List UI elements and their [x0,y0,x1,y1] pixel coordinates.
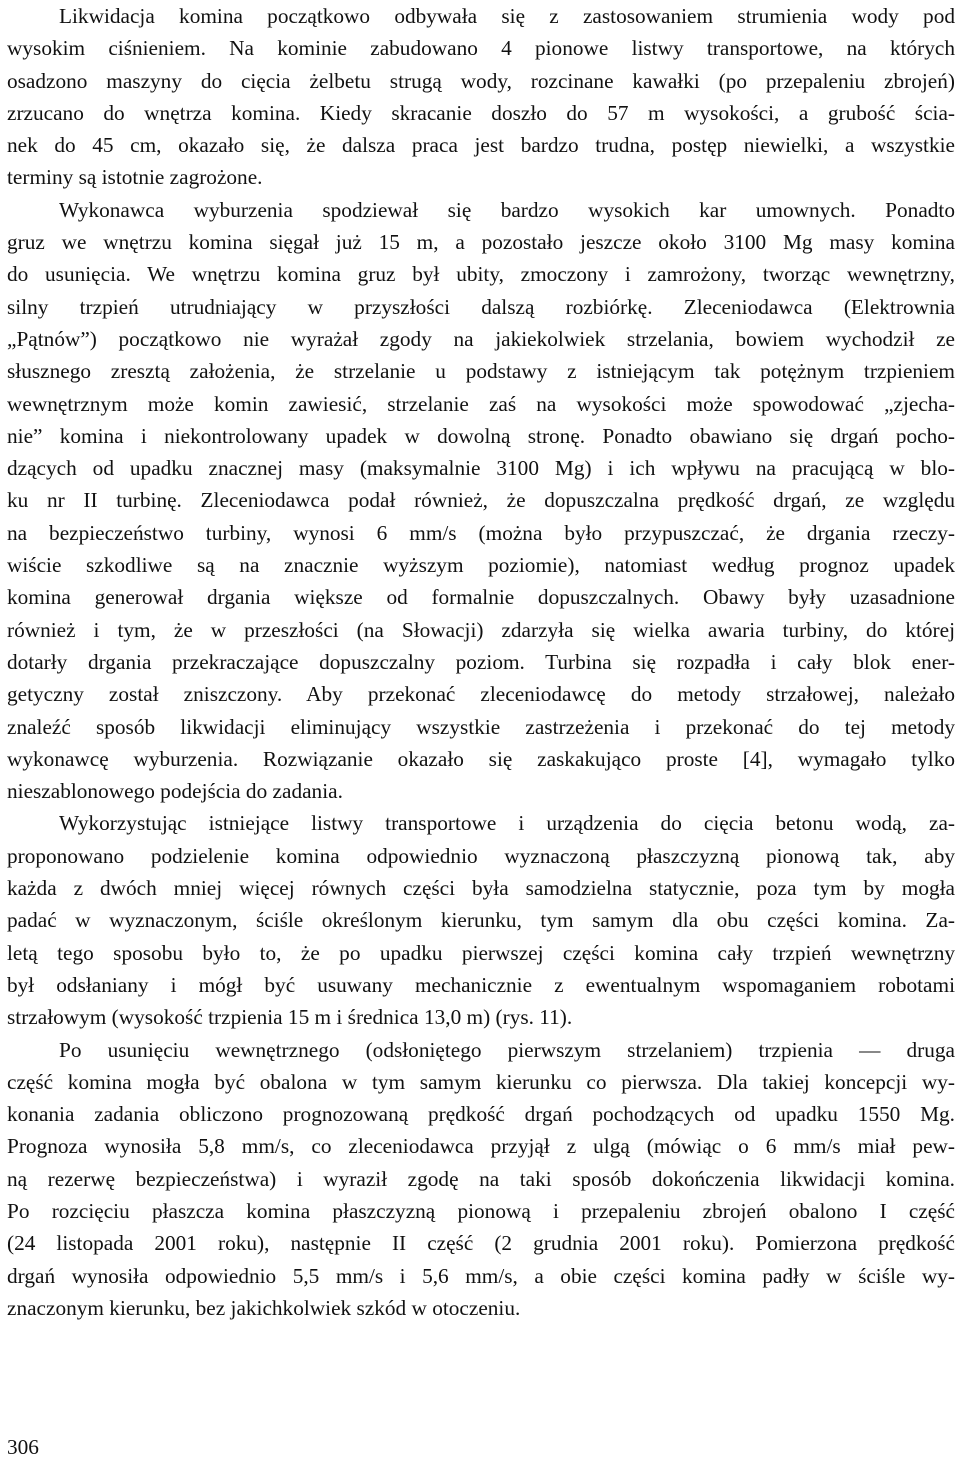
text-line: terminy są istotnie zagrożone. [7,165,263,190]
text-line: Prognoza wynosiła 5,8 mm/s, co zleceniodawca przyjął z ulgą (mówiąc o 6 mm/s miał pew- [7,1134,955,1159]
paragraph-4 [7,1034,955,1325]
text-line: część komina mogła być obalona w tym samym kierunku co pierwsza. Dla takiej koncepcji wy- [7,1069,955,1094]
text-line: proponowano podzielenie komina odpowiednio wyznaczoną płaszczyzną pionową tak, aby [7,843,955,868]
text-line: silny trzpień utrudniający w przyszłości dalszą rozbiórkę. Zleceniodawca (Elektrownia [7,294,955,319]
text-line: strzałowym (wysokość trzpienia 15 m i średnica 13,0 m) (rys. 11). [7,1005,573,1030]
text-line: osadzono maszyny do cięcia żelbetu strugą wody, rozcinane kawałki (po przepaleniu zbrojeń) [7,68,955,93]
text-line: Likwidacja komina początkowo odbywała się z zastosowaniem strumienia wody pod [59,4,955,28]
text-line: wewnętrznym może komin zawiesić, strzelanie zaś na wysokości może spowodować „zjecha- [7,391,955,416]
text-line: zrzucano do wnętrza komina. Kiedy skracanie doszło do 57 m wysokości, a grubość ścia- [7,100,955,125]
text-line: znaczonym kierunku, bez jakichkolwiek szkód w otoczeniu. [7,1295,521,1320]
text-line: Wykonawca wyburzenia spodziewał się bardzo wysokich kar umownych. Ponadto [59,197,955,222]
text-line: Po rozcięciu płaszcza komina płaszczyzną pionową i przepaleniu zbrojeń obalono I część [7,1198,955,1223]
text-line: również i tym, że w przeszłości (na Słowacji) zdarzyła się wielka awaria turbiny, do której [7,617,955,642]
text-line: ną rezerwę bezpieczeństwa) i wyraził zgodę na taki sposób dokończenia likwidacji komina. [7,1166,955,1191]
text-line: Po usunięciu wewnętrznego (odsłoniętego pierwszym strzelaniem) trzpienia — druga [59,1037,955,1062]
paragraph-1 [7,0,955,194]
text-line: wykonawcę wyburzenia. Rozwiązanie okazało się zaskakująco proste [4], wymagało tylko [7,746,955,771]
text-line: (24 listopada 2001 roku), następnie II część (2 grudnia 2001 roku). Pomierzona prędkość [7,1231,955,1256]
text-line: wysokim ciśnieniem. Na kominie zabudowano 4 pionowe listwy transportowe, na których [7,36,955,61]
text-line: getyczny został zniszczony. Aby przekonać zleceniodawcę do metody strzałowej, należało [7,682,955,707]
text-line: gruz we wnętrzu komina sięgał już 15 m, a pozostało jeszcze około 3100 Mg masy komina [7,230,955,255]
text-line: letą tego sposobu było to, że po upadku pierwszej części komina cały trzpień wewnętrzny [7,940,955,965]
paragraph-2 [7,194,955,808]
text-line: „Pątnów”) początkowo nie wyrażał zgody na jakiekolwiek strzelania, bowiem wychodził ze [7,326,955,351]
text-line: dzących od upadku znacznej masy (maksymalnie 3100 Mg) i ich wpływu na pracującą w blo- [7,456,955,481]
text-line: dotarły drgania przekraczające dopuszczalny poziom. Turbina się rozpadła i cały blok ener- [7,649,955,674]
page-body [7,0,955,1324]
text-line: konania zadania obliczono prognozowaną prędkość drgań pochodzących od upadku 1550 Mg. [7,1102,955,1127]
text-line: drgań wynosiła odpowiednio 5,5 mm/s i 5,6 mm/s, a obie części komina padły w ściśle wy- [7,1263,955,1288]
text-line: nek do 45 cm, okazało się, że dalsza praca jest bardzo trudna, postęp niewielki, a wszystkie [7,133,955,158]
text-line: znaleźć sposób likwidacji eliminujący wszystkie zastrzeżenia i przekonać do tej metody [7,714,955,739]
paragraph-3 [7,807,955,1033]
text-line: komina generował drgania większe od formalnie dopuszczalnych. Obawy były uzasadnione [7,585,955,610]
text-line: ku nr II turbinę. Zleceniodawca podał również, że dopuszczalna prędkość drgań, ze względu [7,488,955,513]
text-line: Wykorzystując istniejące listwy transportowe i urządzenia do cięcia betonu wodą, za- [59,811,955,836]
text-line: do usunięcia. We wnętrzu komina gruz był ubity, zmoczony i zamrożony, tworząc wewnętrzny, [7,262,955,287]
text-line: padać w wyznaczonym, ściśle określonym kierunku, tym samym dla obu części komina. Za- [7,908,955,933]
text-line: słusznego zresztą założenia, że strzelanie u podstawy z istniejącym tak potężnym trzpieniem [7,359,955,384]
text-line: był odsłaniany i mógł być usuwany mechanicznie z ewentualnym wspomaganiem robotami [7,972,955,997]
text-line: nieszablonowego podejścia do zadania. [7,779,343,804]
text-line: wiście szkodliwe są na znacznie wyższym poziomie), natomiast według prognoz upadek [7,553,955,578]
text-line: każda z dwóch mniej więcej równych części była samodzielna statycznie, poza tym by mogła [7,876,955,901]
text-line: na bezpieczeństwo turbiny, wynosi 6 mm/s (można było przypuszczać, że drgania rzeczy- [7,520,955,545]
page-number: 306 [7,1435,39,1459]
text-line: nie” komina i niekontrolowany upadek w dowolną stronę. Ponadto obawiano się drgań pocho- [7,423,955,448]
